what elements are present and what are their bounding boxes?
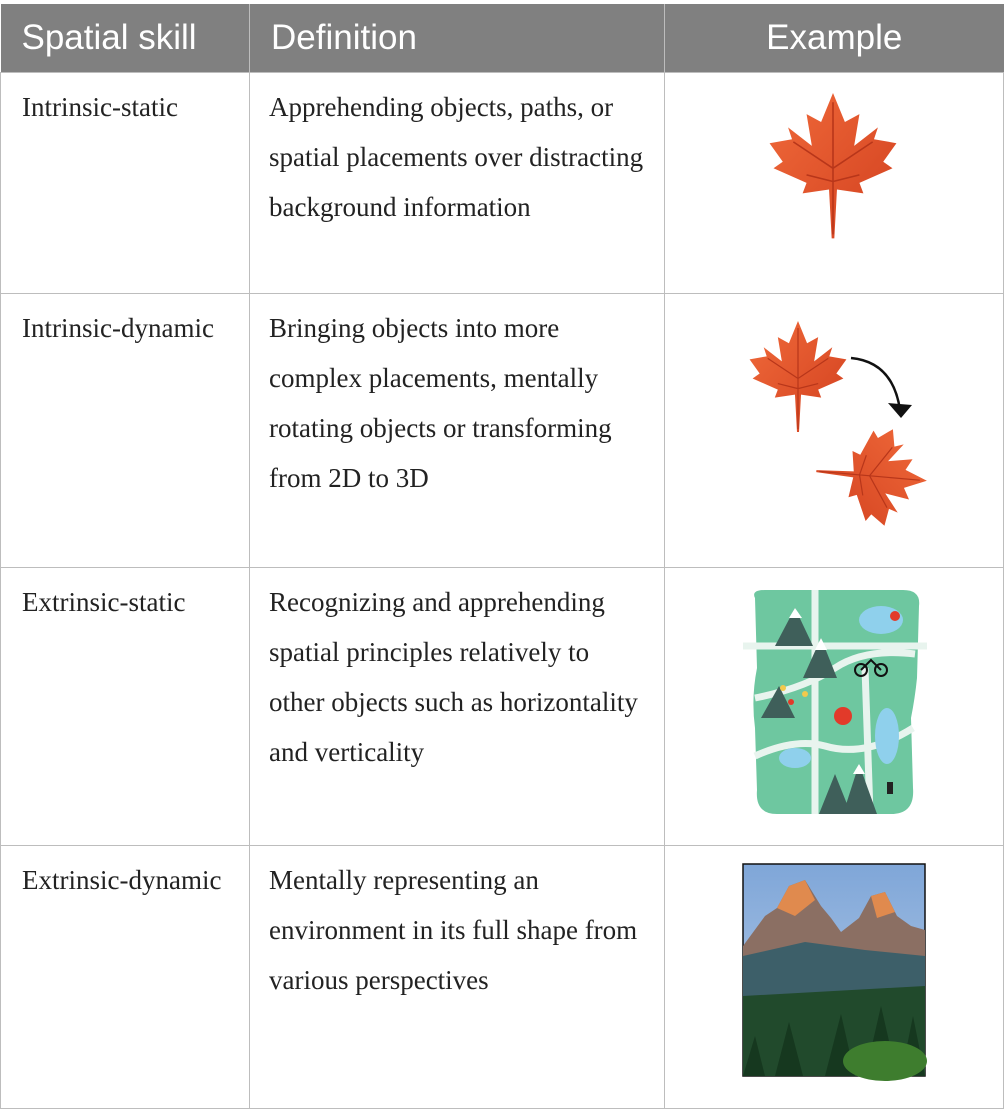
table-row bbox=[1, 294, 1004, 568]
header-example: Example bbox=[665, 4, 1004, 73]
table-row bbox=[1, 568, 1004, 846]
header-spatial-skill: Spatial skill bbox=[1, 4, 250, 73]
rotation-arrow-icon bbox=[851, 358, 900, 410]
skill-definition: Apprehending objects, paths, or spatial placements over distracting background information bbox=[250, 73, 665, 294]
skill-name: Extrinsic-static bbox=[1, 568, 250, 846]
skill-name: Intrinsic-dynamic bbox=[1, 294, 250, 568]
skill-name: Extrinsic-dynamic bbox=[1, 846, 250, 1109]
example-cell bbox=[665, 846, 1004, 1109]
table-row bbox=[1, 846, 1004, 1109]
spatial-skills-table bbox=[0, 4, 1004, 1109]
rotating-leaves-icon bbox=[665, 294, 1004, 558]
park-map-icon bbox=[665, 568, 1004, 836]
example-cell bbox=[665, 73, 1004, 294]
example-cell bbox=[665, 294, 1004, 568]
skill-definition: Recognizing and apprehending spatial principles relatively to other objects such as horizontality and verticality bbox=[250, 568, 665, 846]
header-definition: Definition bbox=[250, 4, 665, 73]
skill-definition: Mentally representing an environment in its full shape from various perspectives bbox=[250, 846, 665, 1109]
table-header-row bbox=[1, 4, 1004, 73]
maple-leaf-icon bbox=[665, 73, 1004, 284]
table-row bbox=[1, 73, 1004, 294]
skill-name: Intrinsic-static bbox=[1, 73, 250, 294]
skill-definition: Bringing objects into more complex placements, mentally rotating objects or transforming from 2D to 3D bbox=[250, 294, 665, 568]
example-cell bbox=[665, 568, 1004, 846]
mountain-landscape-icon bbox=[665, 846, 1004, 1099]
